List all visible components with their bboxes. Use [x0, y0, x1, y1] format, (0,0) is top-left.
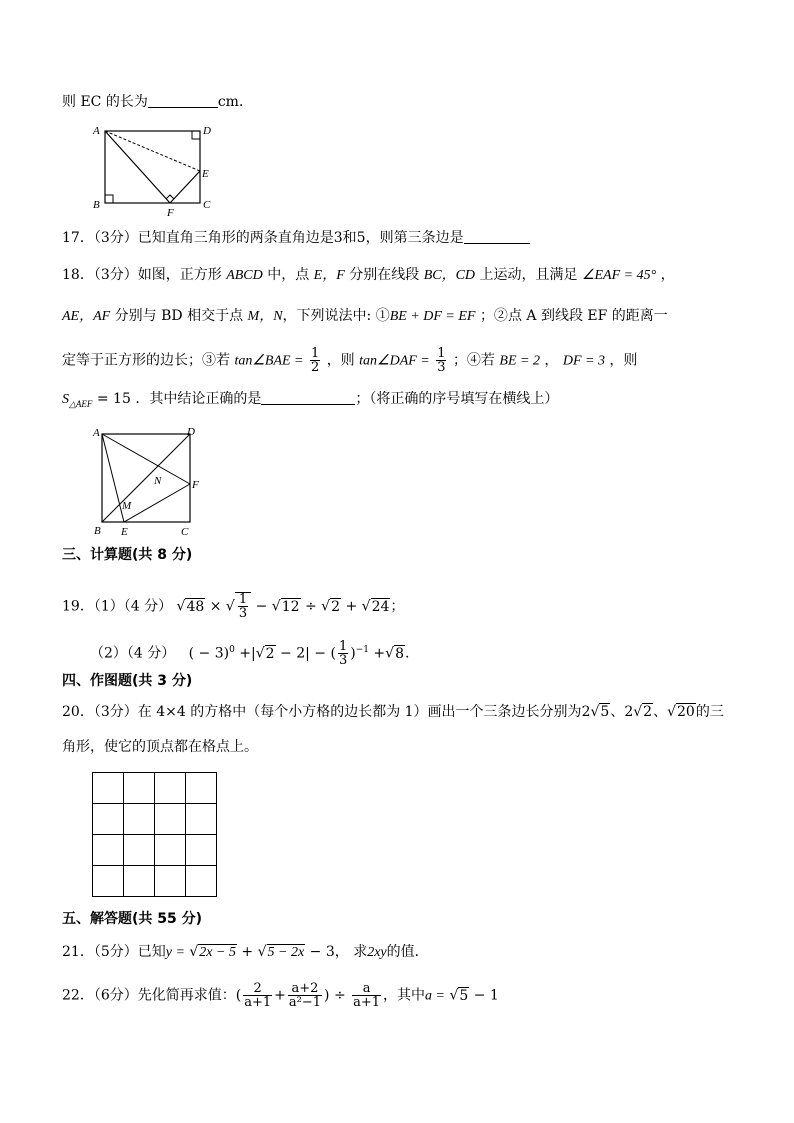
question-20-line1: 20．（3分）在 4×4 的方格中（每个小方格的边长都为 1）画出一个三条边长分别为2√5、2√2、√20的三 [62, 704, 724, 720]
label-D: D [187, 426, 195, 438]
segment-af [105, 131, 170, 203]
label-A: A [93, 427, 100, 439]
label-B: B [94, 525, 101, 537]
segment-af [102, 434, 190, 484]
question-17: 17．（3分）已知直角三角形的两条直角边是3和5，则第三条边是 [62, 228, 530, 248]
label-C: C [181, 526, 189, 538]
label-M: M [122, 500, 132, 512]
q18-answer-blank[interactable] [261, 390, 355, 405]
segment-ae-dashed [105, 131, 200, 171]
q17-answer-blank[interactable] [464, 229, 530, 244]
question-18-line3: 定等于正方形的边长；③若 tan∠BAE = $\frac{1}{2}$ ，则 tan∠DAF = $\frac{1}{3}$ ；④若 BE = 2 ， DF = 3 ，则 [62, 346, 638, 375]
right-angle-b [105, 195, 113, 203]
question-18-line1: 18．（3分）如图，正方形 ABCD 中，点 E，F 分别在线段 BC，CD 上运动，且满足 ∠EAF = 45° ， [62, 267, 675, 283]
question-18-line4: $S_{\triangle AEF} = 15$ ．其中结论正确的是 ；（将正确的序号填写在横线上） [62, 391, 559, 409]
section-3-title: 三、计算题(共 8 分) [62, 547, 193, 563]
label-F: F [167, 207, 174, 219]
segment-ae [102, 434, 124, 522]
section-5-title: 五、解答题(共 55 分) [62, 911, 203, 927]
label-E: E [121, 526, 128, 538]
question-20-line2: 角形，使它的顶点都在格点上。 [62, 739, 258, 755]
label-A: A [93, 125, 100, 137]
label-N: N [154, 475, 162, 487]
grid-4x4[interactable] [92, 772, 218, 898]
question-22: 22．（6分）先化简再求值：( $\frac{2}{a+1}$ + $\frac{a+2}{\text{a²−1}}$ ) ÷ $\frac{a}{a+1}$ ，其中a = √5 − 1 [62, 981, 499, 1010]
q16-tail: 则 EC 的长为 cm． [62, 94, 253, 110]
q18-figure [88, 422, 218, 547]
question-19-part1: 19．（1）（4 分） √48 × √ $\frac{1}{3}$ − √12 ÷ √2 + √24； [62, 592, 405, 621]
question-19-part2: （2）（4 分） ( − 3)$^0$ +|√2 − 2| − ( $\frac{1}{3}$ )$^{-1}$ +√8. [90, 639, 410, 669]
right-angle-d [192, 131, 200, 139]
section-4-title: 四、作图题(共 3 分) [62, 673, 193, 689]
q16-figure [90, 123, 220, 218]
q16-answer-blank[interactable] [148, 93, 218, 108]
label-B: B [93, 199, 100, 211]
question-21: 21．（5分）已知y = √2x − 5 + √5 − 2x − 3， 求2xy的值． [62, 944, 429, 960]
label-F: F [192, 479, 199, 491]
rectangle-abcd [105, 131, 200, 203]
question-18-line2: AE，AF 分别与 BD 相交于点 M，N，下列说法中: ①BE + DF = EF ；②点 A 到线段 EF 的距离一 [62, 308, 668, 324]
label-D: D [203, 125, 211, 137]
segment-fe [170, 171, 200, 203]
right-angle-f [166, 195, 174, 199]
label-E: E [202, 168, 209, 180]
label-C: C [203, 199, 211, 211]
